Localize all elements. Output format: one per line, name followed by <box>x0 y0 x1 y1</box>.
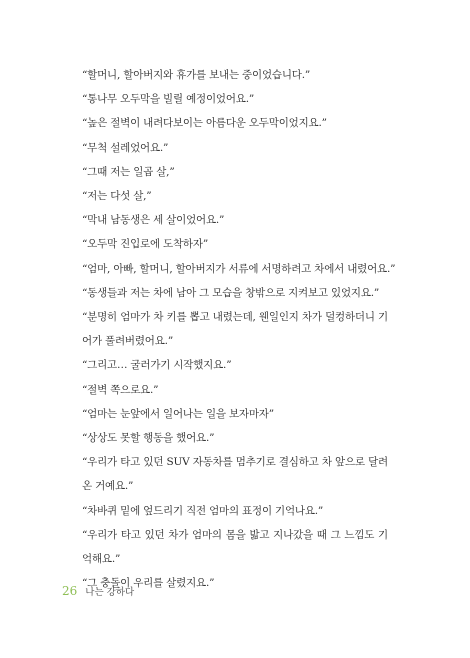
paragraph-10: “동생들과 저는 차에 남아 그 모습을 창밖으로 지켜보고 있었지요.” <box>82 286 380 299</box>
paragraph-9: “엄마, 아빠, 할머니, 할아버지가 서류에 서명하려고 차에서 내렸어요.” <box>82 262 396 275</box>
paragraph-12: “그리고… 굴러가기 시작했지요.” <box>82 359 232 372</box>
paragraph-2: “통나무 오두막을 빌릴 예정이었어요.” <box>82 93 255 106</box>
paragraph-7: “막내 남동생은 세 살이었어요.” <box>82 214 225 227</box>
running-title: 나는 강하다 <box>85 587 135 598</box>
paragraph-5: “그때 저는 일곱 살,” <box>82 165 175 178</box>
paragraph-18: “우리가 타고 있던 차가 엄마의 몸을 밟고 지나갔을 때 그 느낌도 기억해요.” <box>82 528 388 566</box>
page-number: 26 <box>62 584 78 598</box>
paragraph-4: “무척 설레었어요.” <box>82 141 169 154</box>
paragraph-1: “할머니, 할아버지와 휴가를 보내는 중이었습니다.” <box>82 69 311 81</box>
paragraph-3: “높은 절벽이 내려다보이는 아름다운 오두막이었지요.” <box>82 117 327 130</box>
paragraph-19: “그 충돌이 우리를 살렸지요.” <box>82 577 215 590</box>
paragraph-13: “절벽 쪽으로요.” <box>82 383 159 396</box>
page-footer <box>62 584 134 598</box>
paragraph-16: “우리가 타고 있던 SUV 자동차를 멈추기로 결심하고 차 앞으로 달려온 거예요.” <box>82 456 388 493</box>
paragraph-15: “상상도 못할 행동을 했어요.” <box>82 432 215 445</box>
paragraph-17: “차바퀴 밑에 엎드리기 직전 엄마의 표정이 기억나요.” <box>82 504 324 517</box>
paragraph-8: “오두막 진입로에 도착하자” <box>82 238 208 251</box>
paragraph-14: “엄마는 눈앞에서 일어나는 일을 보자마자” <box>82 407 274 420</box>
body-text <box>82 63 396 595</box>
paragraph-6: “저는 다섯 살,” <box>82 190 152 203</box>
paragraph-11: “분명히 엄마가 차 키를 뽑고 내렸는데, 웬일인지 차가 덜컹하더니 기어가 풀려버렸어요.” <box>82 311 388 348</box>
